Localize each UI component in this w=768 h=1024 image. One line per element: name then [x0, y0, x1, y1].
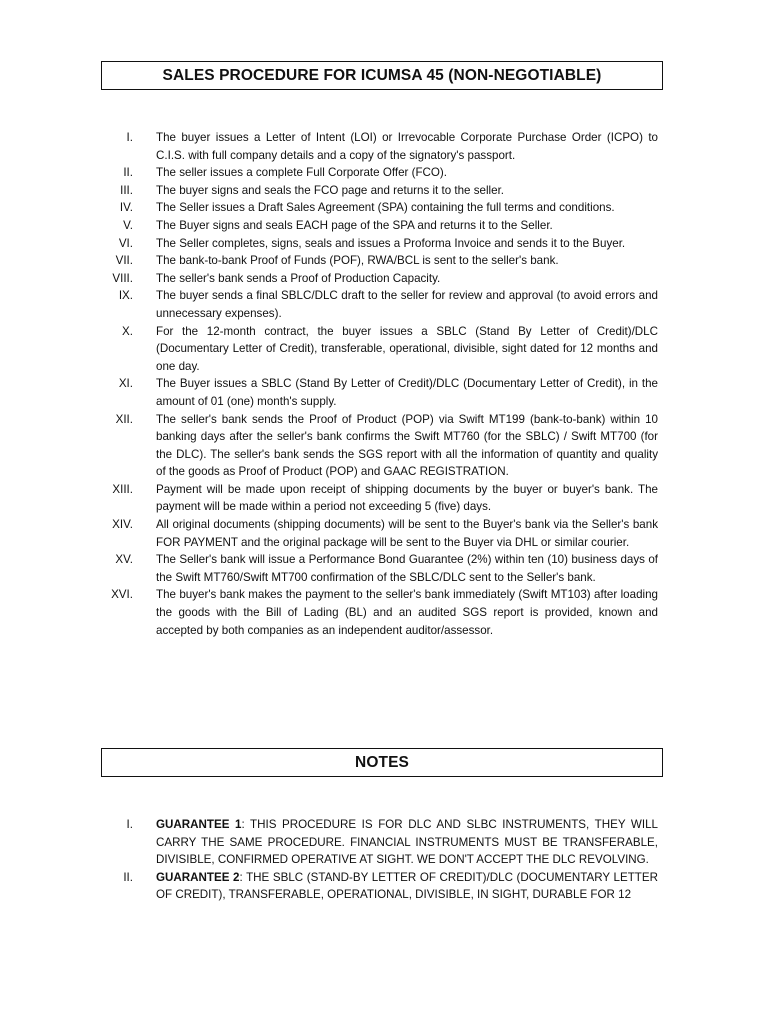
step-number: VIII. — [112, 271, 133, 285]
procedure-step-12 — [0, 411, 768, 481]
procedure-step-15 — [0, 551, 768, 586]
step-number: V. — [123, 218, 133, 232]
step-text: All original documents (shipping documents) will be sent to the Buyer's bank via the Seller's bank FOR PAYMENT and the original package will be sent to the Buyer via DHL or similar courier. — [156, 518, 658, 549]
step-text: The Seller issues a Draft Sales Agreement (SPA) containing the full terms and conditions. — [156, 201, 615, 215]
step-number: XIV. — [112, 518, 133, 532]
step-text: The bank-to-bank Proof of Funds (POF), RWA/BCL is sent to the seller's bank. — [156, 254, 559, 268]
procedure-step-3 — [0, 182, 768, 200]
procedure-step-9 — [0, 287, 768, 322]
step-text: The buyer signs and seals the FCO page and returns it to the seller. — [156, 183, 505, 197]
procedure-step-10 — [0, 323, 768, 376]
step-text: The seller issues a complete Full Corporate Offer (FCO). — [156, 166, 448, 180]
step-number: XVI. — [111, 588, 133, 602]
step-number: XI. — [118, 377, 133, 391]
step-number: XII. — [115, 412, 133, 426]
notes-title — [101, 748, 663, 777]
procedure-step-6 — [0, 235, 768, 253]
procedure-step-5 — [0, 217, 768, 235]
procedure-step-4 — [0, 199, 768, 217]
notes-list — [0, 816, 768, 904]
note-item-2 — [0, 869, 768, 904]
step-number: VII. — [115, 254, 133, 268]
step-text: The Seller completes, signs, seals and issues a Proforma Invoice and sends it to the Buyer. — [156, 236, 626, 250]
procedure-step-16 — [0, 586, 768, 639]
step-text: The buyer issues a Letter of Intent (LOI) or Irrevocable Corporate Purchase Order (ICPO) to C.I.S. with full company details and a copy of the signatory's passport. — [156, 131, 658, 162]
note-number: I. — [126, 818, 133, 831]
procedure-step-11 — [0, 375, 768, 410]
step-text: The Buyer signs and seals EACH page of the SPA and returns it to the Seller. — [156, 218, 553, 232]
step-number: XIII. — [112, 482, 133, 496]
step-number: II. — [123, 166, 133, 180]
step-text: The buyer's bank makes the payment to the seller's bank immediately (Swift MT103) after loading the goods with the Bill of Lading (BL) and an audited SGS report is provided, known and accepted by both companies as an independent auditor/assessor. — [156, 588, 658, 637]
step-text: The seller's bank sends the Proof of Product (POP) via Swift MT199 (bank-to-bank) within 10 banking days after the seller's bank confirms the Swift MT760 (for the SBLC) / Swift MT700 (for the DLC). The seller's bank sends the SGS report with all the information of quantity and quality of the goods as Proof of Product (POP) and GAAC REGISTRATION. — [156, 412, 658, 479]
step-number: XV. — [115, 553, 133, 567]
note-number: II. — [123, 870, 133, 884]
note-body: : THE SBLC (STAND-BY LETTER OF CREDIT)/DLC (DOCUMENTARY LETTER OF CREDIT), TRANSFERABLE, OPERATIONAL, DIVISIBLE, IN SIGHT, DURABLE FOR 12 — [156, 870, 658, 902]
procedure-step-7 — [0, 252, 768, 270]
procedure-step-14 — [0, 516, 768, 551]
procedure-list — [0, 129, 768, 639]
procedure-title-text: SALES PROCEDURE FOR ICUMSA 45 (NON-NEGOTIABLE) — [162, 66, 602, 84]
step-number: IX. — [118, 289, 133, 303]
step-text: The Seller's bank will issue a Performance Bond Guarantee (2%) within ten (10) business days of the Swift MT760/Swift MT700 confirmation of the SBLC/DLC sent to the Seller's bank. — [156, 553, 658, 584]
step-number: IV. — [119, 201, 133, 215]
step-text: The seller's bank sends a Proof of Production Capacity. — [156, 271, 441, 285]
note-text — [156, 816, 658, 869]
step-number: I. — [126, 131, 133, 144]
step-text: Payment will be made upon receipt of shipping documents by the buyer or buyer's bank. The payment will be made within a period not exceeding 5 (five) days. — [156, 482, 658, 514]
note-text — [156, 869, 658, 904]
step-number: VI. — [118, 236, 133, 250]
step-number: X. — [122, 324, 133, 338]
note-body: : THIS PROCEDURE IS FOR DLC AND SLBC INSTRUMENTS, THEY WILL CARRY THE SAME PROCEDURE. FINANCIAL INSTRUMENTS MUST BE TRANSFERABLE, DIVISIBLE, CONFIRMED OPERATIVE AT SIGHT. WE DON'T ACCEPT THE DLC REVOLVING. — [156, 818, 658, 867]
note-item-1 — [0, 816, 768, 869]
procedure-step-2 — [0, 164, 768, 182]
procedure-title — [101, 61, 663, 90]
step-text: For the 12-month contract, the buyer issues a SBLC (Stand By Letter of Credit)/DLC (Documentary Letter of Credit), transferable, operational, divisible, sight dated for 12 months and one day. — [156, 324, 658, 373]
step-text: The Buyer issues a SBLC (Stand By Letter of Credit)/DLC (Documentary Letter of Credit), in the amount of 01 (one) month's supply. — [156, 377, 658, 408]
note-label: GUARANTEE 1 — [156, 818, 242, 831]
step-text: The buyer sends a final SBLC/DLC draft to the seller for review and approval (to avoid errors and unnecessary expenses). — [156, 289, 658, 320]
procedure-step-1 — [0, 129, 768, 164]
notes-title-text: NOTES — [355, 753, 409, 771]
procedure-step-13 — [0, 481, 768, 516]
note-label: GUARANTEE 2 — [156, 870, 240, 884]
step-number: III. — [120, 183, 133, 197]
procedure-step-8 — [0, 270, 768, 288]
